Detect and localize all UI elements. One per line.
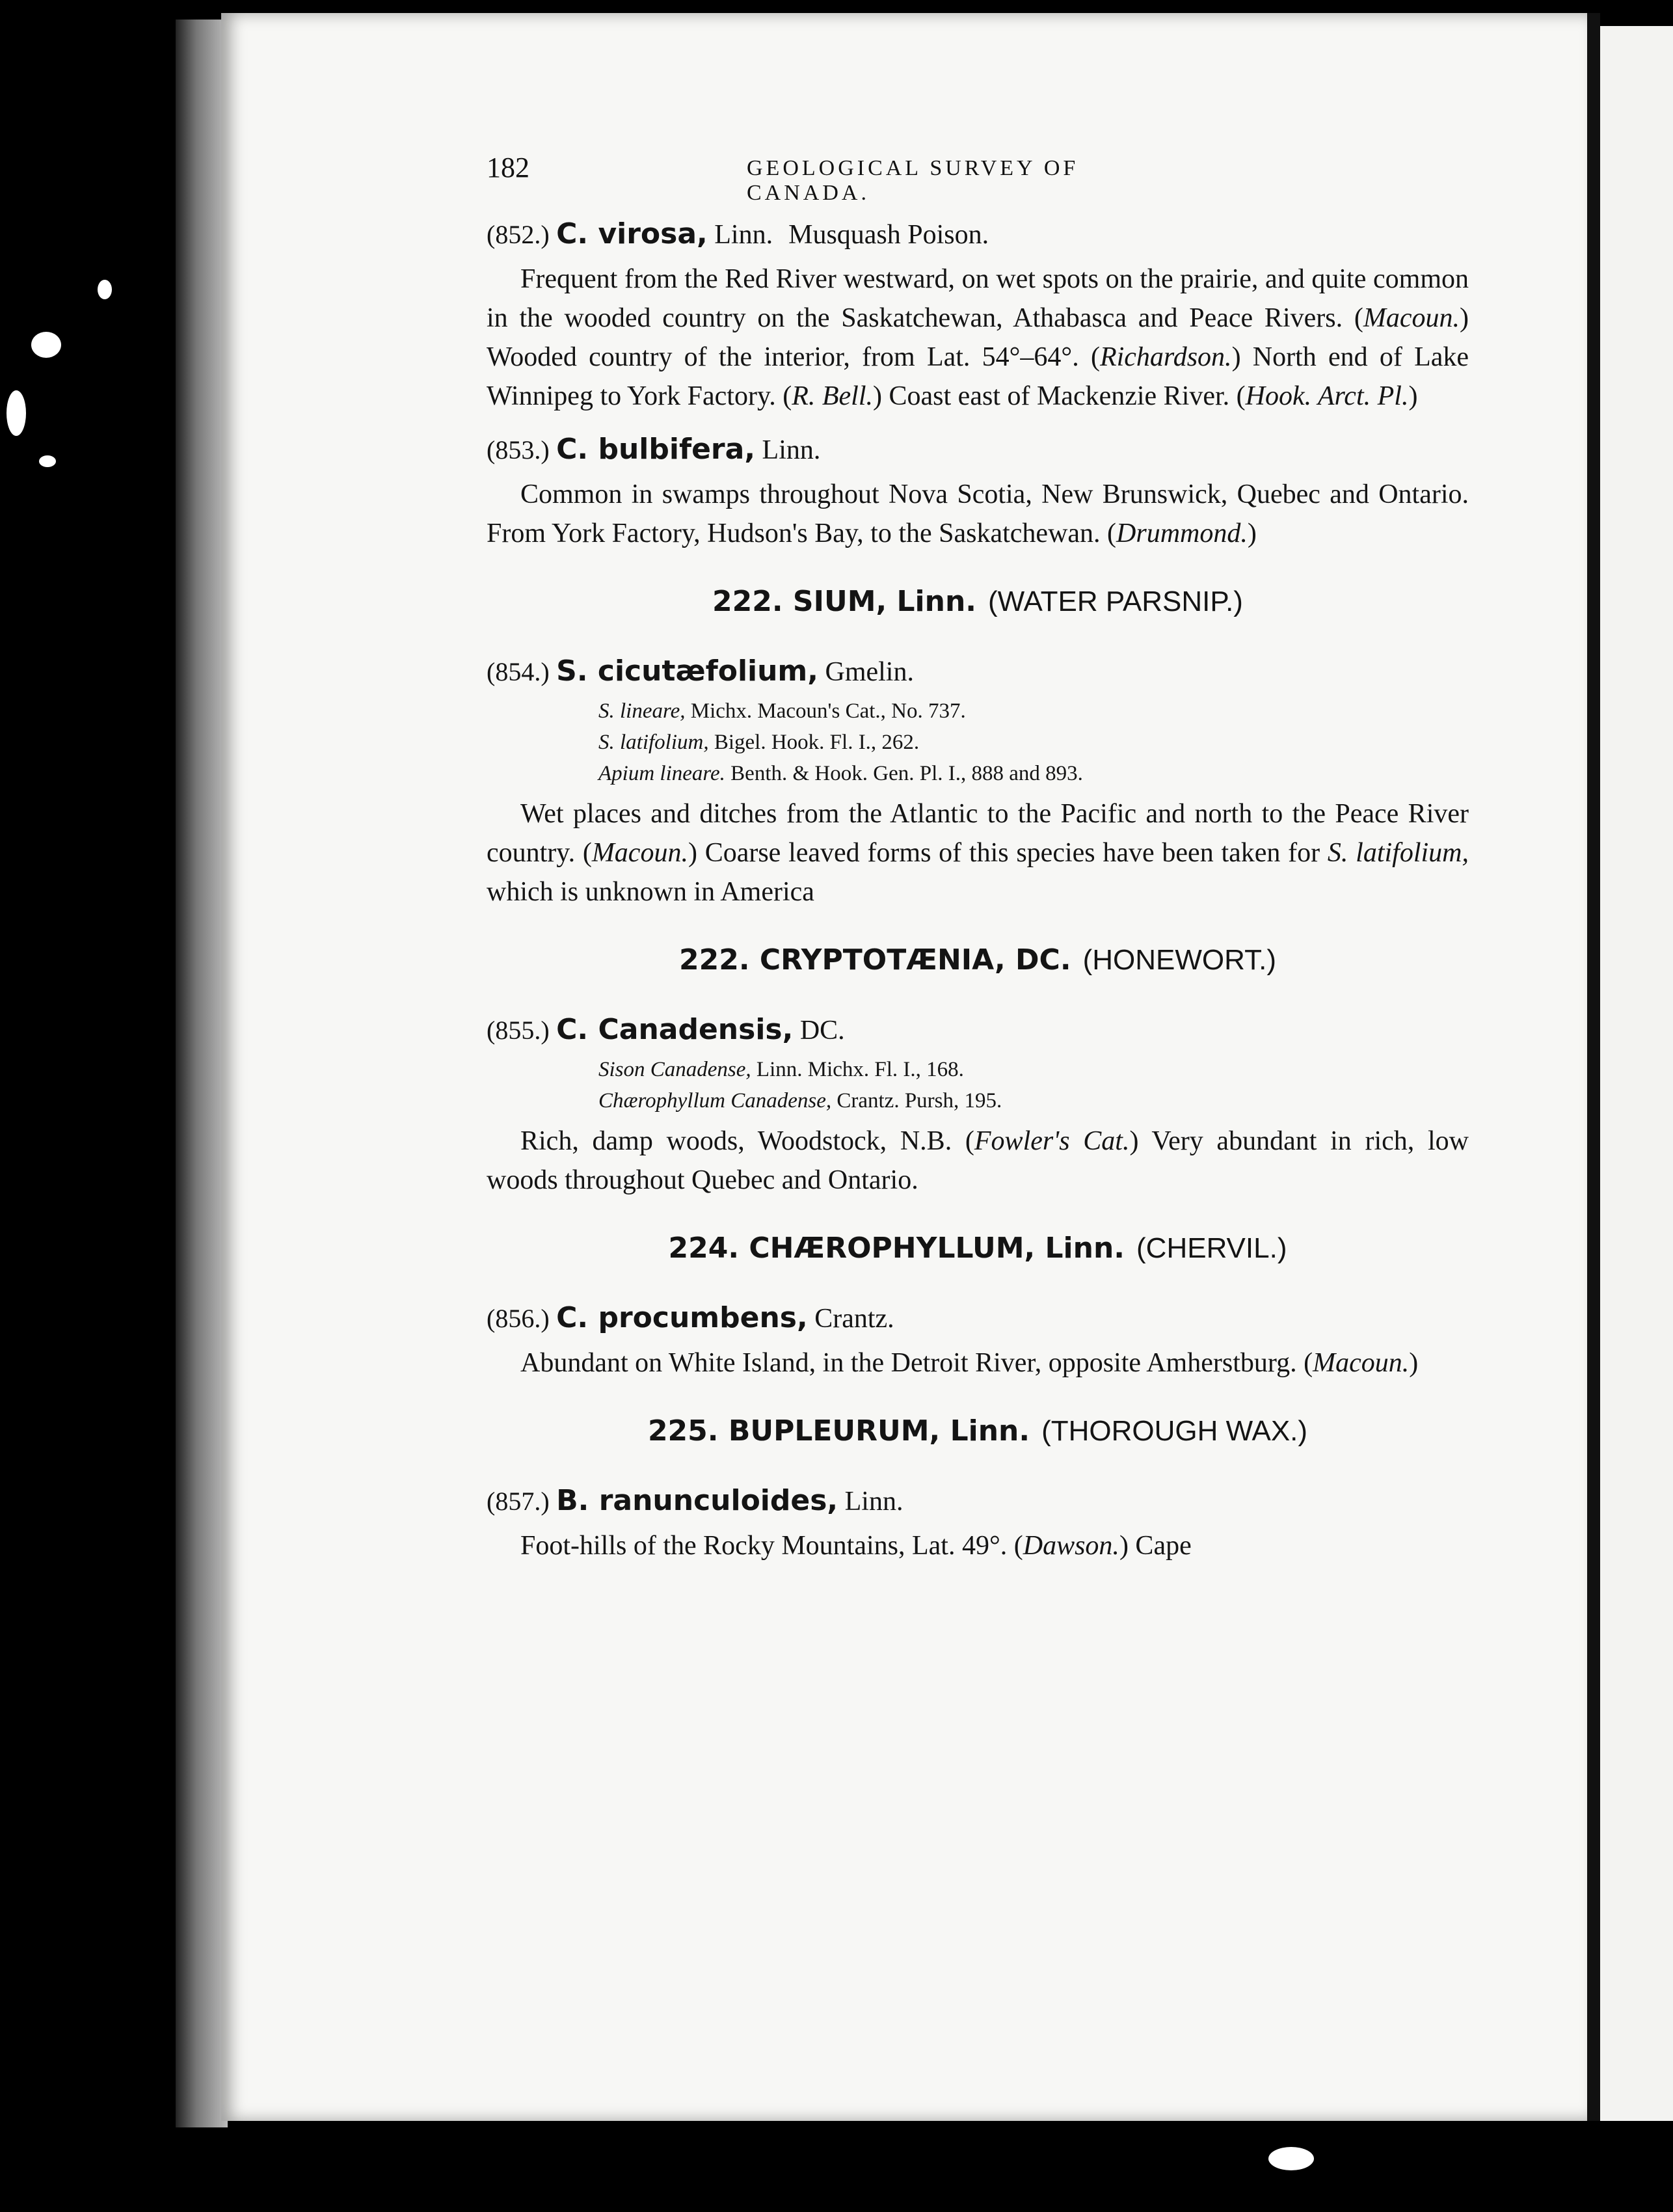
synonym-name: Apium lineare. <box>598 762 725 785</box>
genus-heading <box>487 1226 1469 1271</box>
species-binomial: S. cicutæfolium, <box>556 654 818 688</box>
species-binomial: C. bulbifera, <box>556 433 756 466</box>
description-text: ) North end of Lake Winnipeg to York Factory. ( <box>487 342 1469 411</box>
species-common-name: Musquash Poison. <box>788 220 989 250</box>
synonym-reference: Michx. Macoun's Cat., No. 737. <box>685 699 966 723</box>
species-number: (852.) <box>487 220 550 249</box>
species-heading <box>487 215 1469 254</box>
citation-italic: Hook. Arct. Pl. <box>1245 381 1409 411</box>
description-text: ) <box>1247 519 1257 548</box>
description-text: Wet places and ditches from the Atlantic to the Pacific and north to the Peace River country. ( <box>487 799 1469 868</box>
description-text: Common in swamps throughout Nova Scotia, New Brunswick, Quebec and Ontario. From York Factory, Hudson's Bay, to the Saskatchewan. ( <box>487 479 1469 548</box>
page-body <box>487 208 1469 1580</box>
genus-common-name: (HONEWORT.) <box>1082 944 1276 976</box>
citation-italic: Macoun. <box>1363 303 1460 333</box>
genus-name: 222. SIUM, Linn. <box>712 585 976 618</box>
facing-page-edge <box>1600 26 1673 2121</box>
species-number: (857.) <box>487 1487 550 1516</box>
description-text: which is unknown in America <box>487 877 814 907</box>
species-description <box>487 260 1469 416</box>
description-text: ) Coarse leaved forms of this species have been taken for <box>688 838 1328 868</box>
species-binomial: B. ranunculoides, <box>556 1484 838 1517</box>
species-number: (854.) <box>487 657 550 686</box>
description-text: ) Coast east of Mackenzie River. ( <box>873 381 1246 411</box>
description-text: Foot-hills of the Rocky Mountains, Lat. 49°. ( <box>520 1531 1023 1561</box>
species-heading <box>487 1299 1469 1338</box>
species-heading <box>487 430 1469 470</box>
synonym-line <box>598 1054 1469 1085</box>
species-binomial: C. procumbens, <box>556 1301 808 1334</box>
species-author: Linn. <box>844 1487 903 1517</box>
species-number: (853.) <box>487 435 550 465</box>
description-text: ) <box>1409 1348 1419 1378</box>
genus-common-name: (WATER PARSNIP.) <box>988 586 1243 617</box>
synonym-name: S. lineare, <box>598 699 686 723</box>
scan-speck <box>39 455 56 467</box>
genus-heading <box>487 579 1469 625</box>
scan-speck <box>7 390 26 436</box>
description-text: ) <box>1408 381 1418 411</box>
citation-italic: R. Bell. <box>792 381 874 411</box>
genus-name: 225. BUPLEURUM, Linn. <box>647 1414 1030 1448</box>
citation-italic: Dawson. <box>1023 1531 1119 1561</box>
species-description <box>487 475 1469 553</box>
genus-heading <box>487 1409 1469 1454</box>
species-description <box>487 1122 1469 1200</box>
citation-italic: Richardson. <box>1099 342 1232 372</box>
species-author: Linn. <box>714 220 773 250</box>
species-author: Gmelin. <box>825 657 914 687</box>
genus-common-name: (CHERVIL.) <box>1136 1232 1287 1264</box>
citation-italic: Drummond. <box>1116 519 1248 548</box>
description-text: Frequent from the Red River westward, on wet spots on the prairie, and quite common in the wooded country on the Saskatchewan, Athabasca and Peace Rivers. ( <box>487 264 1469 333</box>
book-edge <box>176 20 228 2127</box>
species-author: Linn. <box>762 435 821 465</box>
page-gutter <box>1587 13 1600 2121</box>
running-head <box>487 151 1209 205</box>
synonym-name: Sison Canadense, <box>598 1058 751 1081</box>
citation-italic: S. latifolium, <box>1327 838 1469 868</box>
synonym-reference: Crantz. Pursh, 195. <box>831 1089 1002 1113</box>
species-heading <box>487 652 1469 692</box>
citation-italic: Macoun. <box>591 838 688 868</box>
genus-common-name: (THOROUGH WAX.) <box>1041 1415 1308 1447</box>
scan-speck <box>1268 2147 1314 2170</box>
description-text: ) Cape <box>1119 1531 1192 1561</box>
species-description <box>487 1343 1469 1382</box>
running-head-title: GEOLOGICAL SURVEY OF CANADA. <box>747 156 1079 205</box>
synonym-name: Chærophyllum Canadense, <box>598 1089 832 1113</box>
species-author: Crantz. <box>814 1304 894 1334</box>
species-binomial: C. virosa, <box>556 217 708 250</box>
synonym-line <box>598 1085 1469 1116</box>
genus-name: 222. CRYPTOTÆNIA, DC. <box>679 943 1071 977</box>
species-description <box>487 1526 1469 1565</box>
synonym-line <box>598 758 1469 789</box>
description-text: Rich, damp woods, Woodstock, N.B. ( <box>520 1126 974 1156</box>
species-binomial: C. Canadensis, <box>556 1013 794 1046</box>
citation-italic: Fowler's Cat. <box>974 1126 1130 1156</box>
page-number: 182 <box>487 152 529 183</box>
synonym-reference: Bigel. Hook. Fl. I., 262. <box>708 731 920 754</box>
species-heading <box>487 1010 1469 1050</box>
synonym-reference: Linn. Michx. Fl. I., 168. <box>751 1058 964 1081</box>
scan-speck <box>31 332 61 358</box>
citation-italic: Macoun. <box>1313 1348 1410 1378</box>
description-text: ) Very abundant in rich, low woods throughout Quebec and Ontario. <box>487 1126 1469 1195</box>
species-number: (856.) <box>487 1304 550 1333</box>
scan-speck <box>98 280 112 299</box>
species-author: DC. <box>799 1016 845 1045</box>
description-text: ) Wooded country of the interior, from Lat. 54°–64°. ( <box>487 303 1469 372</box>
species-heading <box>487 1481 1469 1521</box>
synonym-name: S. latifolium, <box>598 731 709 754</box>
genus-name: 224. CHÆROPHYLLUM, Linn. <box>668 1232 1125 1265</box>
synonym-line <box>598 727 1469 758</box>
synonym-line <box>598 695 1469 727</box>
species-number: (855.) <box>487 1016 550 1045</box>
species-description <box>487 794 1469 911</box>
description-text: Abundant on White Island, in the Detroit River, opposite Amherstburg. ( <box>520 1348 1313 1378</box>
synonym-reference: Benth. & Hook. Gen. Pl. I., 888 and 893. <box>725 762 1083 785</box>
genus-heading <box>487 937 1469 983</box>
